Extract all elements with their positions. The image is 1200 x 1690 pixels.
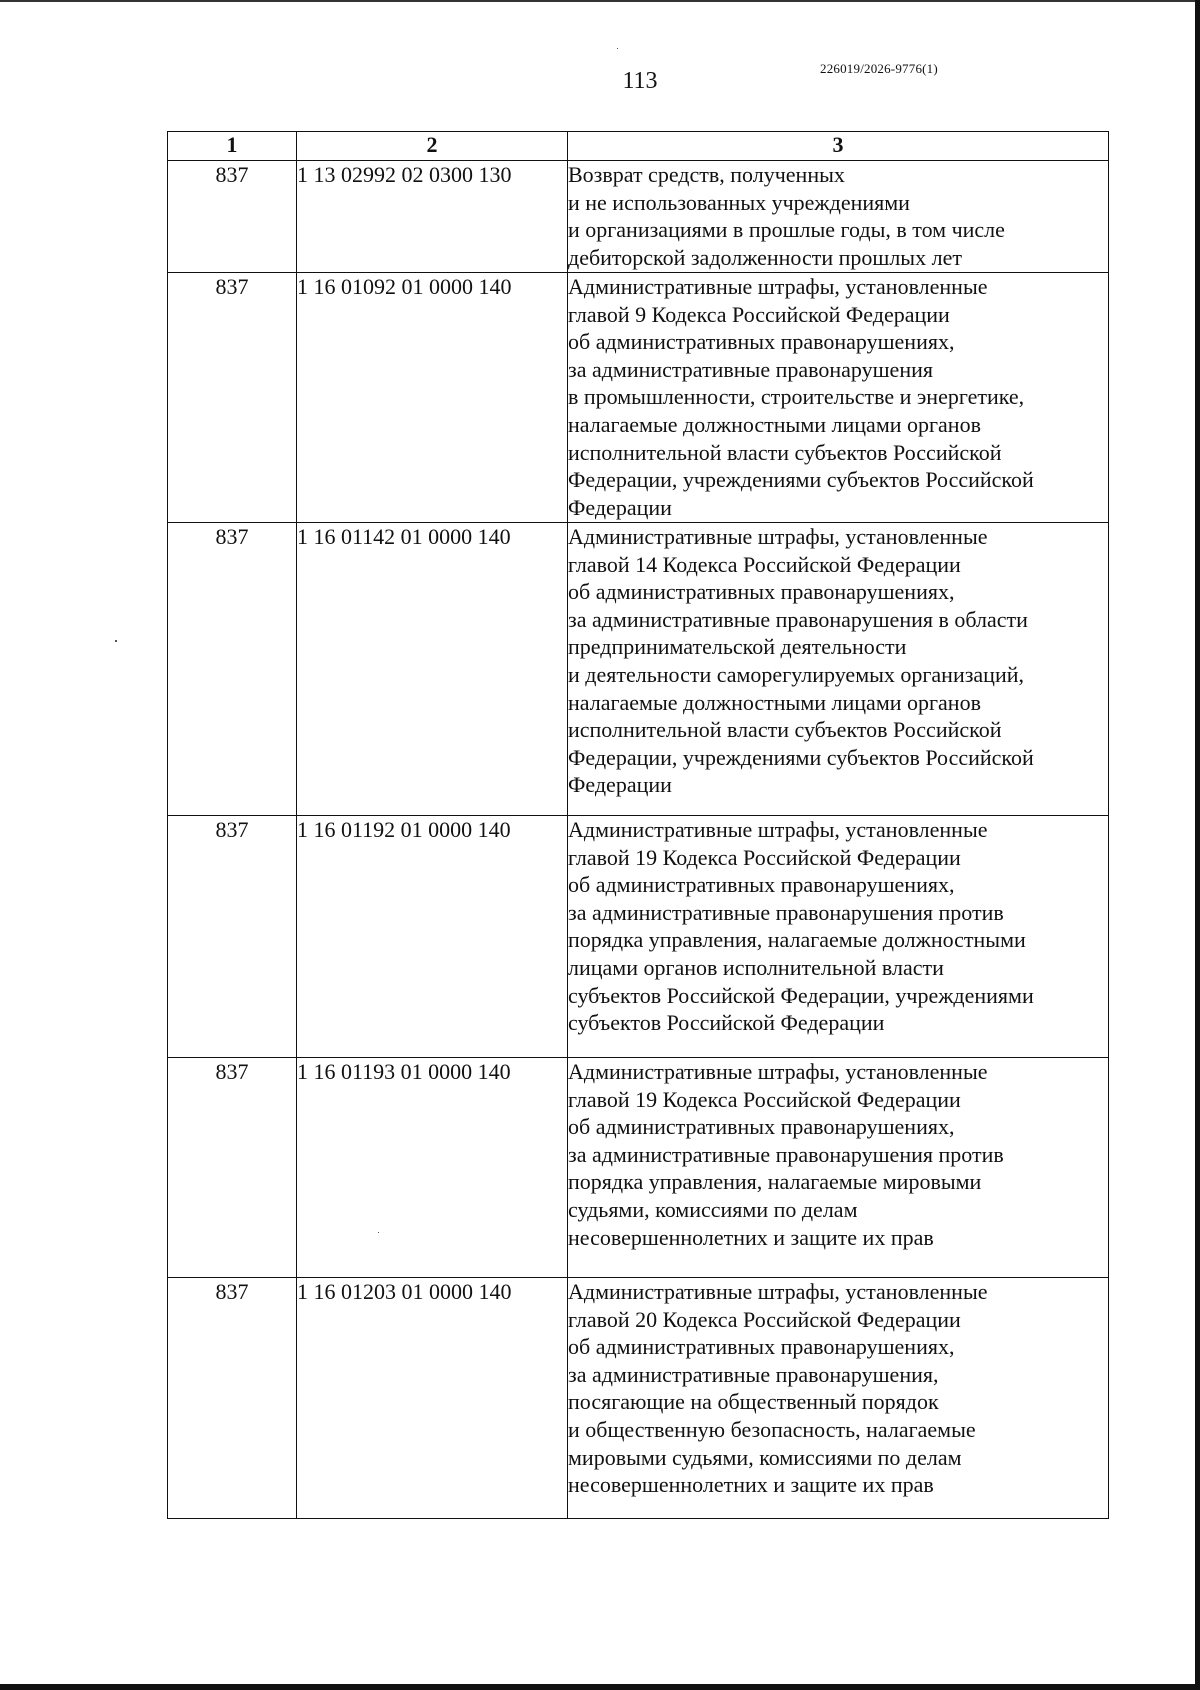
administrator-code: 837: [168, 1278, 297, 1519]
column-header-1: 1: [168, 132, 297, 161]
budget-classification-code: 1 16 01203 01 0000 140: [297, 1278, 568, 1519]
table-row: [168, 1058, 1109, 1278]
page-number: 113: [622, 68, 658, 94]
administrator-code: 837: [168, 523, 297, 816]
income-description: Административные штрафы, установленные главой 19 Кодекса Российской Федерации об административных правонарушениях, за административные правонарушения против порядка управления, налагаемые должностными лицами органов исполнительной власти субъектов Российской Федерации, учреждениями субъектов Российской Федерации: [568, 816, 1109, 1058]
table-header-row: [168, 132, 1109, 161]
budget-classification-code: 1 16 01193 01 0000 140: [297, 1058, 568, 1278]
table-row: [168, 161, 1109, 273]
income-description: Административные штрафы, установленные главой 14 Кодекса Российской Федерации об административных правонарушениях, за административные правонарушения в области предпринимательской деятельности и деятельности саморегулируемых организаций, налагаемые должностными лицами органов исполнительной власти субъектов Российской Федерации, учреждениями субъектов Российской Федерации: [568, 523, 1109, 816]
scan-edge-top: [0, 0, 1200, 2]
budget-classification-code: 1 16 01192 01 0000 140: [297, 816, 568, 1058]
budget-classification-code: 1 16 01142 01 0000 140: [297, 523, 568, 816]
table-row: [168, 523, 1109, 816]
column-header-3: 3: [568, 132, 1109, 161]
budget-classification-code: 1 16 01092 01 0000 140: [297, 273, 568, 523]
budget-codes-table: [167, 131, 1109, 1519]
income-description: Возврат средств, полученных и не использованных учреждениями и организациями в прошлые годы, в том числе дебиторской задолженности прошлых лет: [568, 161, 1109, 273]
administrator-code: 837: [168, 1058, 297, 1278]
scan-speck: [617, 48, 618, 49]
administrator-code: 837: [168, 816, 297, 1058]
table-row: [168, 1278, 1109, 1519]
document-id: 226019/2026-9776(1): [820, 61, 938, 76]
income-description: Административные штрафы, установленные главой 19 Кодекса Российской Федерации об административных правонарушениях, за административные правонарушения против порядка управления, налагаемые мировыми судьями, комиссиями по делам несовершеннолетних и защите их прав: [568, 1058, 1109, 1278]
income-description: Административные штрафы, установленные главой 9 Кодекса Российской Федерации об административных правонарушениях, за административные правонарушения в промышленности, строительстве и энергетике, налагаемые должностными лицами органов исполнительной власти субъектов Российской Федерации, учреждениями субъектов Российской Федерации: [568, 273, 1109, 523]
income-description: Административные штрафы, установленные главой 20 Кодекса Российской Федерации об административных правонарушениях, за административные правонарушения, посягающие на общественный порядок и общественную безопасность, налагаемые мировыми судьями, комиссиями по делам несовершеннолетних и защите их прав: [568, 1278, 1109, 1519]
budget-classification-code: 1 13 02992 02 0300 130: [297, 161, 568, 273]
scan-speck: [115, 640, 117, 642]
administrator-code: 837: [168, 161, 297, 273]
table-row: [168, 273, 1109, 523]
scan-edge-bottom: [0, 1684, 1200, 1690]
table-row: [168, 816, 1109, 1058]
administrator-code: 837: [168, 273, 297, 523]
column-header-2: 2: [297, 132, 568, 161]
scan-edge-right: [1195, 0, 1200, 1690]
